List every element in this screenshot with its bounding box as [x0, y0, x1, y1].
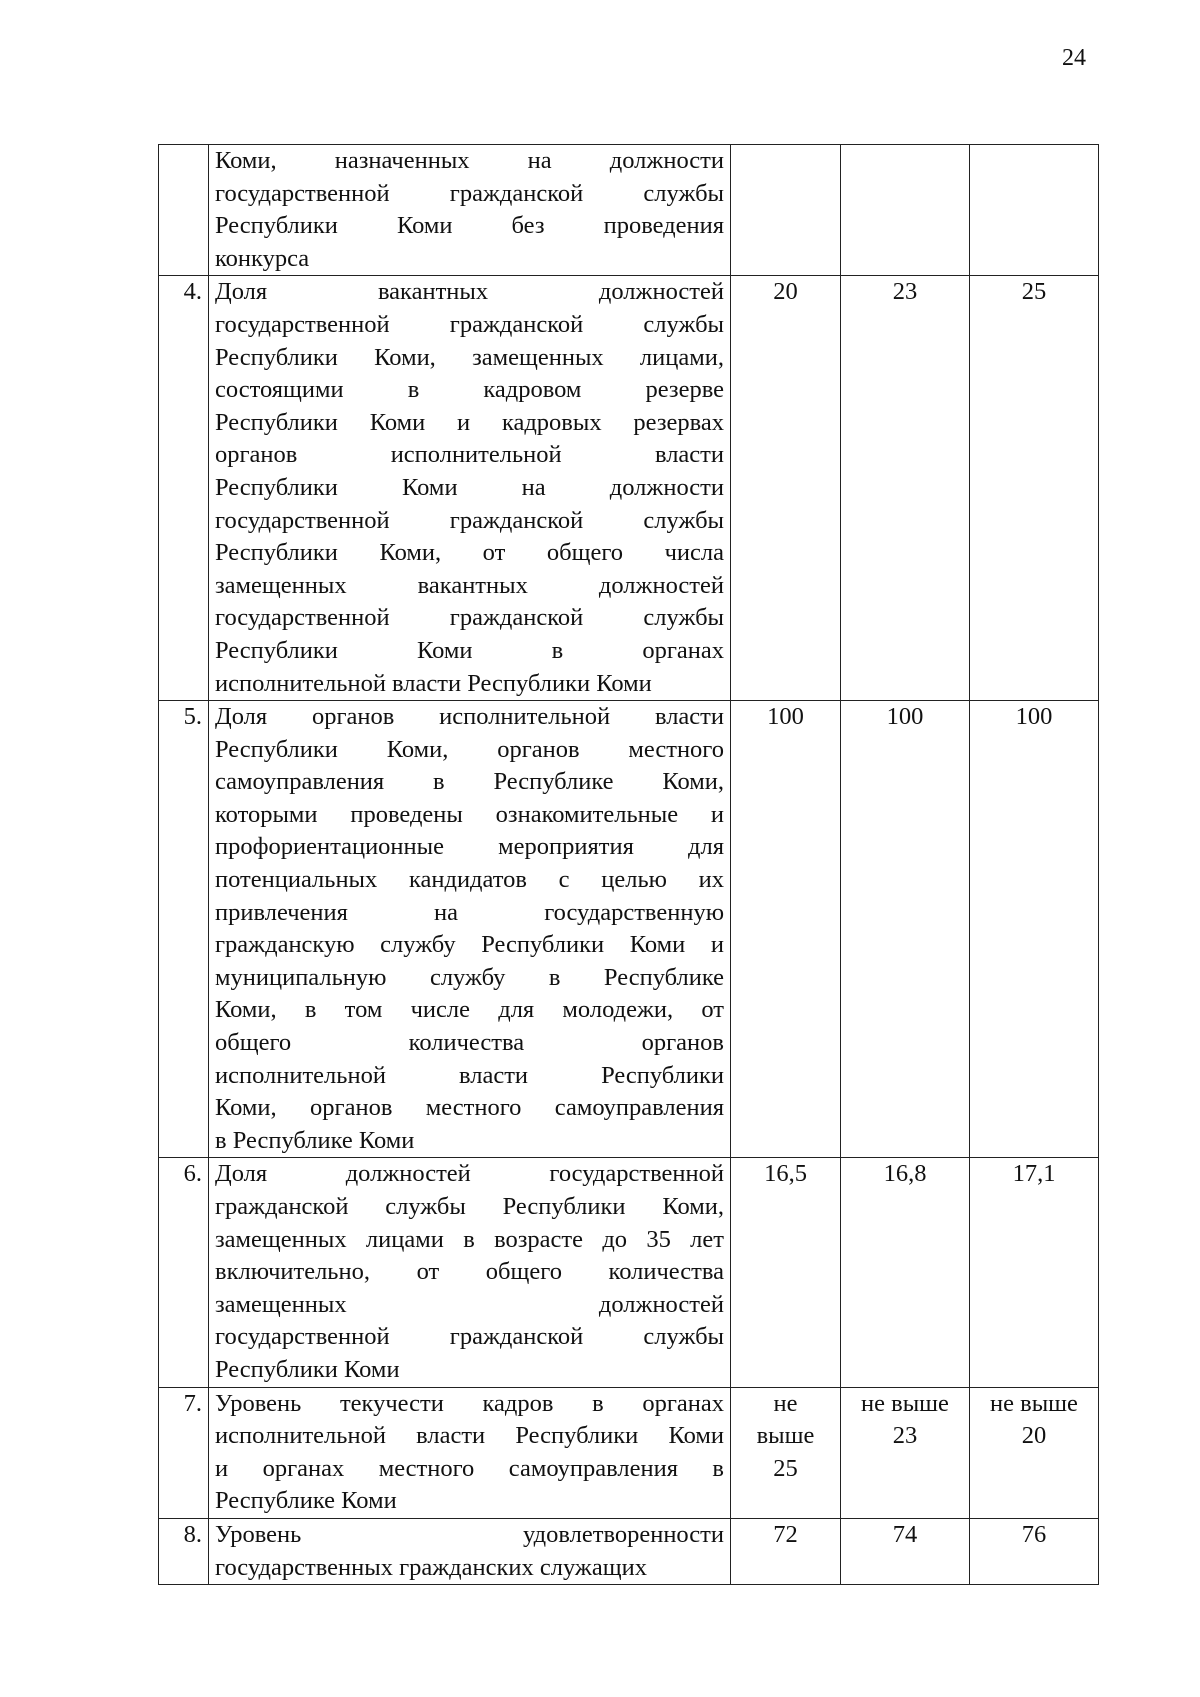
value-cell-year-1	[731, 1518, 841, 1584]
table-row	[159, 145, 1099, 276]
indicator-text-line: замещенных лицами в возрасте до 35 лет	[215, 1225, 724, 1253]
indicator-text-line: государственной гражданской службы	[215, 310, 724, 338]
value-cell-year-1	[731, 1158, 841, 1387]
table-row	[159, 701, 1099, 1158]
indicator-name-cell	[209, 145, 731, 276]
indicator-name-cell	[209, 701, 731, 1158]
value-cell-year-3	[970, 276, 1099, 701]
indicator-text-line: в Республике Коми	[215, 1126, 415, 1154]
row-number-cell: 5.	[159, 701, 209, 1158]
indicator-name-cell	[209, 1158, 731, 1387]
indicator-text-line: самоуправления в Республике Коми,	[215, 768, 724, 796]
indicator-text-line: Уровень текучести кадров в органах	[215, 1389, 724, 1417]
indicator-text-line: профориентационные мероприятия для	[215, 833, 724, 861]
indicator-name-cell	[209, 1518, 731, 1584]
indicator-text-line: которыми проведены ознакомительные и	[215, 800, 724, 828]
value-cell-year-3	[970, 1387, 1099, 1518]
indicator-text-line: конкурса	[215, 244, 310, 272]
indicator-text-line: Коми, назначенных на должности	[215, 147, 724, 174]
value-cell-year-3	[970, 1158, 1099, 1387]
indicator-text-line: исполнительной власти Республики	[215, 1061, 724, 1089]
table-row	[159, 1387, 1099, 1518]
value-cell-year-2	[841, 1518, 970, 1584]
row-number-cell: 7.	[159, 1387, 209, 1518]
row-number-cell: 8.	[159, 1518, 209, 1584]
value-text: 25	[773, 1454, 798, 1482]
indicator-text-line: государственной гражданской службы	[215, 506, 724, 534]
row-number-cell: 4.	[159, 276, 209, 701]
value-cell-year-3	[970, 701, 1099, 1158]
value-cell-year-1	[731, 701, 841, 1158]
value-text: 100	[886, 703, 924, 731]
value-cell-year-2	[841, 145, 970, 276]
row-number-cell	[159, 145, 209, 276]
value-text: 100	[767, 703, 804, 731]
indicator-text-line: исполнительной власти Республики Коми	[215, 1422, 724, 1450]
indicator-text-line: Республики Коми, органов местного	[215, 735, 724, 763]
indicator-text-line: Коми, в том числе для молодежи, от	[215, 996, 724, 1024]
value-text: не выше	[990, 1389, 1078, 1417]
indicator-text-line: Республики Коми, замещенных лицами,	[215, 343, 724, 371]
value-cell-year-1	[731, 1387, 841, 1518]
indicator-text-line: замещенных вакантных должностей	[215, 571, 724, 599]
indicator-text-line: Республики Коми в органах	[215, 636, 724, 664]
value-cell-year-1	[731, 276, 841, 701]
value-text: не выше	[861, 1389, 949, 1417]
value-text: 17,1	[1012, 1160, 1056, 1188]
indicator-text-line: гражданской службы Республики Коми,	[215, 1193, 724, 1220]
value-text: 16,5	[764, 1160, 807, 1188]
value-text: 72	[773, 1520, 798, 1548]
indicator-name-cell	[209, 276, 731, 701]
indicator-text-line: Республики Коми	[215, 1355, 400, 1383]
indicator-text-line: замещенных должностей	[215, 1290, 724, 1318]
indicator-text-line: органов исполнительной власти	[215, 441, 724, 469]
table-row	[159, 1158, 1099, 1387]
value-text: 20	[773, 278, 798, 306]
indicator-text-line: государственной гражданской службы	[215, 179, 724, 207]
indicator-text-line: государственных гражданских служащих	[215, 1553, 647, 1581]
indicator-text-line: включительно, от общего количества	[215, 1258, 724, 1286]
value-text: 74	[892, 1520, 918, 1548]
value-cell-year-3	[970, 145, 1099, 276]
indicator-text-line: привлечения на государственную	[215, 898, 724, 926]
indicator-text-line: Республике Коми	[215, 1487, 397, 1515]
indicator-text-line: Доля органов исполнительной власти	[215, 703, 724, 731]
indicator-text-line: Республики Коми без проведения	[215, 212, 724, 240]
indicator-text-line: состоящими в кадровом резерве	[215, 376, 724, 404]
indicator-text-line: Доля вакантных должностей	[215, 278, 724, 306]
value-text: не	[773, 1389, 798, 1417]
value-text: 25	[1021, 278, 1047, 306]
table-row	[159, 276, 1099, 701]
indicator-text-line: Республики Коми на должности	[215, 473, 724, 501]
indicator-text-line: государственной гражданской службы	[215, 1323, 724, 1351]
indicator-text-line: потенциальных кандидатов с целью их	[215, 866, 724, 894]
value-text: 76	[1021, 1520, 1047, 1548]
indicators-table	[158, 144, 1099, 1585]
value-cell-year-2	[841, 1387, 970, 1518]
indicator-text-line: общего количества органов	[215, 1029, 724, 1057]
value-text: 23	[892, 1422, 918, 1450]
value-cell-year-1	[731, 145, 841, 276]
indicator-text-line: гражданскую службу Республики Коми и	[215, 931, 724, 959]
indicator-text-line: государственной гражданской службы	[215, 604, 724, 632]
indicator-text-line: муниципальную службу в Республике	[215, 963, 724, 991]
indicator-text-line: Уровень удовлетворенности	[215, 1520, 724, 1548]
indicator-text-line: и органах местного самоуправления в	[215, 1454, 724, 1482]
value-cell-year-2	[841, 276, 970, 701]
value-text: 100	[1015, 703, 1053, 731]
value-text: 23	[892, 278, 918, 306]
indicator-text-line: Коми, органов местного самоуправления	[215, 1094, 724, 1122]
value-cell-year-3	[970, 1518, 1099, 1584]
indicator-text-line: Республики Коми и кадровых резервах	[215, 408, 724, 436]
indicator-text-line: исполнительной власти Республики Коми	[215, 669, 652, 697]
page-number: 24	[1062, 45, 1086, 71]
value-text: выше	[756, 1422, 815, 1450]
value-text: 20	[1021, 1422, 1047, 1450]
indicator-text-line: Доля должностей государственной	[215, 1160, 724, 1188]
value-cell-year-2	[841, 1158, 970, 1387]
value-cell-year-2	[841, 701, 970, 1158]
indicator-name-cell	[209, 1387, 731, 1518]
indicator-text-line: Республики Коми, от общего числа	[215, 539, 724, 567]
table-row	[159, 1518, 1099, 1584]
value-text: 16,8	[883, 1160, 927, 1188]
row-number-cell: 6.	[159, 1158, 209, 1387]
table-body	[159, 145, 1099, 1585]
